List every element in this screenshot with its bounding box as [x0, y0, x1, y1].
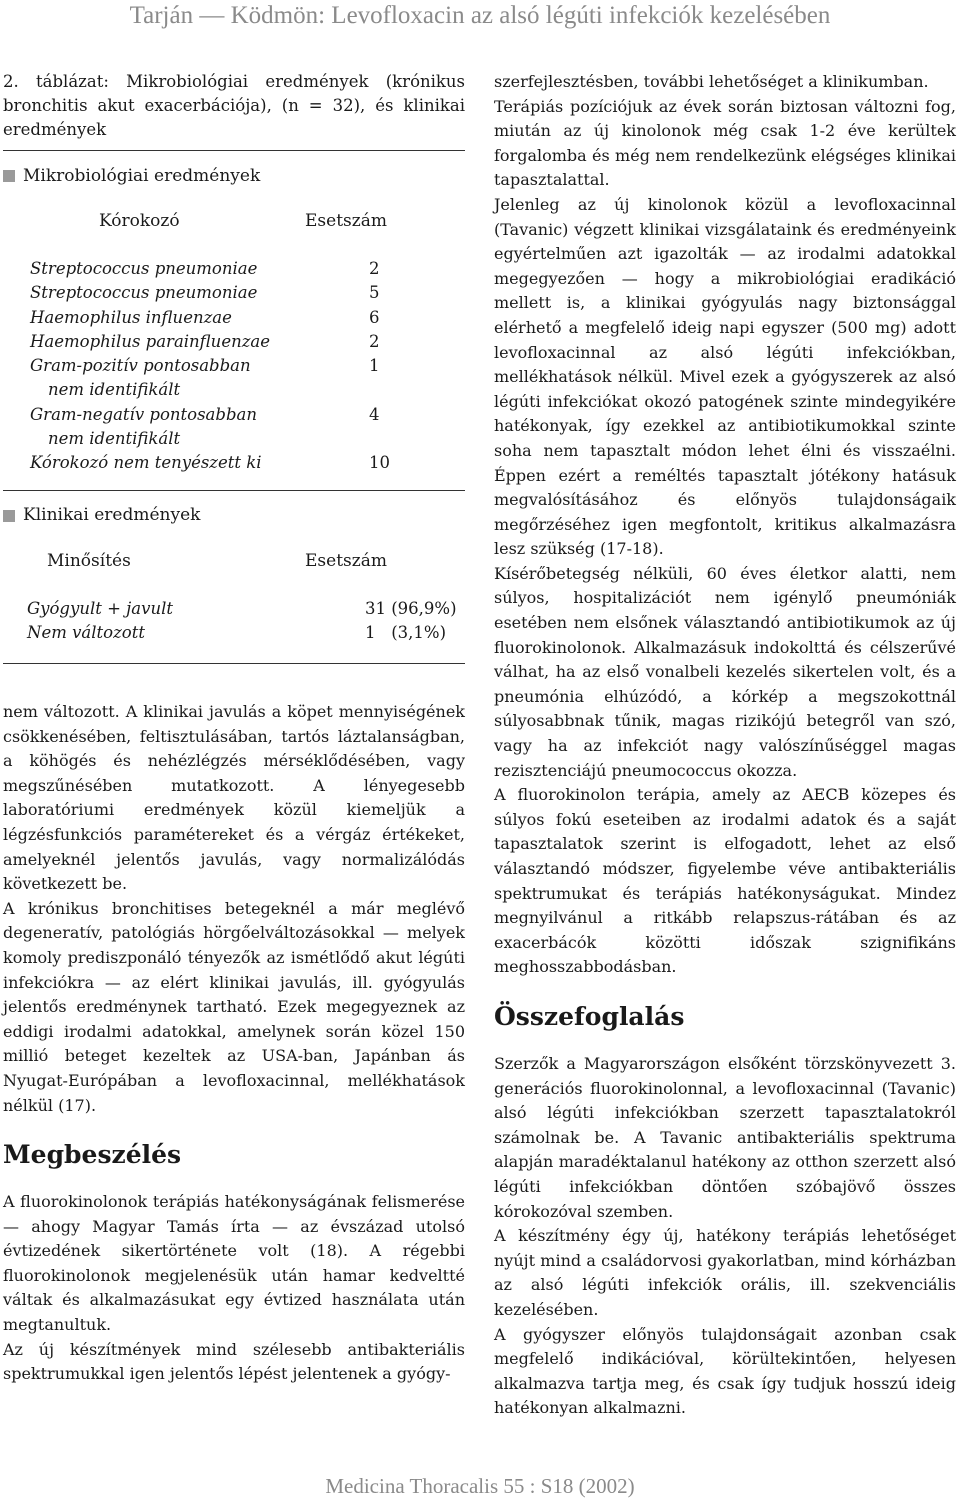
section-clinical: [3, 503, 465, 529]
left-column-text: [3, 700, 465, 1387]
table-row: Haemophilus parainfluenzae 2: [30, 331, 380, 351]
table-mid-rule: [3, 490, 465, 491]
column-header-cases: Esetszám: [305, 550, 387, 571]
paragraph: szerfejlesztésben, további lehetőséget a klinikumban.: [494, 72, 929, 91]
heading-discussion: Megbeszélés: [3, 1140, 182, 1170]
table-bottom-rule: [3, 663, 465, 664]
section-microbiology: [3, 163, 465, 189]
paragraph: A krónikus bronchitises betegeknél a már meglévő degeneratív, patológiás hörgőelváltozásokkal — melyek komoly prediszponáló tényezők az ismétlődő akut légúti infekciókra — az elért klinikai javulás, ill. gyógyulás jelentős eredménynek tartható. Ezek megegyeznek az eddigi irodalmi adatokkal, amelynek során közel 150 millió beteget kezeltek az USA-ban, Japánban ás Nyugat-Európában a levofloxacinnal, mellékhatások nélkül (17).: [3, 898, 465, 1115]
table-column-headers: [3, 209, 465, 235]
paragraph: Jelenleg az új kinolonok közül a levofloxacinnal (Tavanic) végzett klinikai vizsgálataink és eredményeink egyértelműen azt igazolták — az irodalmi adatokkal megegyezően — hogy a mikrobiológiai eradikáció mellett is, a klinikai gyógyulás nagy biztonsággal elérhető a megfelelő ideig napi egyszer (500 mg) adott levofloxacinnal az alsó légúti infekciókban, mellékhatások nélkül. Mivel ezek a gyógyszerek az alsó légúti infekciókat okozó patogének szinte mindegyikére hatékonyak, így ezekkel az antibiotikumokkal szinte soha nem tapasztalt módon lehet élni és visszaélni. Éppen ezért a reméltés tapasztalt jótékony hatásuk megvalósításához és előnyös tulajdonságaik megőrzéséhez igen megfontolt, kritikus alkalmazásra lesz szükség (17-18).: [494, 194, 956, 559]
table-body-microbiology: [3, 257, 465, 476]
bullet-square-icon: [3, 510, 15, 522]
table-body-clinical: [3, 597, 465, 646]
column-header-pathogen: Kórokozó: [99, 211, 180, 231]
table-row: Haemophilus influenzae 6: [30, 307, 380, 327]
table-top-rule: [3, 150, 465, 151]
column-header-rating: Minősítés: [47, 550, 131, 571]
paragraph: A fluorokinolonok terápiás hatékonyságának felismerése — ahogy Magyar Tamás írta — az évszázad utolsó évtizedének sikertörténete volt (18). A régebbi fluorokinolonok megjelenésük után hamar kedveltté váltak és alkalmazásukat egy évtized használata után megtanultuk.: [3, 1192, 465, 1335]
paragraph: nem változott. A klinikai javulás a köpet mennyiségének csökkenésében, feltisztulásában, tartós láztalanságban, a köhögés és nehézlégzés mérséklődésében, vagy megszűnésében mutatkozott. A lényegesebb laboratóriumi eredmények közül kiemeljük a légzésfunkciós paramétereket és a vérgáz értékeket, amelyeknél jelentős javulás, vagy normalizálódás következett be.: [3, 702, 465, 894]
bullet-square-icon: [3, 170, 15, 182]
heading-summary: Összefoglalás: [494, 1001, 685, 1031]
paragraph: A fluorokinolon terápia, amely az AECB közepes és súlyos fokú eseteiben az irodalmi adatok és a saját tapasztalatok szerint is elfogadott, lehet az első választandó módszer, figyelembe véve antibakteriális spektrumukat és terápiás hatékonyságukat. Mindez megnyilvánul a ritkább relapszus-rátában és az exacerbácók közötti időszak szignifikáns meghosszabbodásban.: [494, 785, 956, 977]
paragraph: A gyógyszer előnyös tulajdonságait azonban csak megfelelő indikációval, körültekintően, helyesen alkalmazva tartja meg, és csak így tudjuk hosszú ideig hatékonyan alkalmazni.: [494, 1324, 956, 1418]
running-footer: Medicina Thoracalis 55 : S18 (2002): [325, 1474, 635, 1498]
table-row: Gyógyult + javult 31 (96,9%): [27, 598, 457, 618]
paragraph: Az új készítmények mind szélesebb antibakteriális spektrumukkal igen jelentős lépést jelentenek a gyógy-: [3, 1339, 465, 1384]
table-row: Gram-negatív pontosabban nem identifikált 4: [30, 404, 380, 449]
table-row: Kórokozó nem tenyészett ki 10: [30, 453, 390, 473]
table-row: Streptococcus pneumoniae 5: [30, 283, 380, 303]
column-header-cases: Esetszám: [305, 211, 387, 231]
table-row: Gram-pozitív pontosabban nem identifikált 1: [30, 356, 380, 400]
paragraph: A készítmény égy új, hatékony terápiás lehetőséget nyújt mind a családorvosi gyakorlatban, mind kórházban az alsó légúti infekciók orális, ill. szekvenciális kezelésében.: [494, 1226, 956, 1319]
paragraph: Kísérőbetegség nélküli, 60 éves életkor alatti, nem súlyos, hospitalizációt nem igénylő pneumóniák esetében nem elsőnek választandó antibiotikumok az új fluorokinolonok. Alkalmazásuk indokolttá és célszerűvé válhat, ha az első vonalbeli kezelés sikertelen volt, és a pneumónia elhúzódó, a kórkép a megszokottnál súlyosabbnak tűnik, magas rizikójú betegről van szó, vagy ha az infekciót nagy valószínűséggel magas rezisztenciájú pneumococcus okozza.: [494, 563, 956, 780]
section-title: Klinikai eredmények: [23, 505, 201, 526]
section-title: Mikrobiológiai eredmények: [23, 165, 261, 186]
table-row: Nem változott 1 (3,1%): [27, 622, 447, 642]
paragraph: Szerzők a Magyarországon elsőként törzskönyvezett 3. generációs fluorokinolonnal, a levofloxacinnal (Tavanic) alsó légúti infekciókban szerzett tapasztalatokról számolnak be. A Tavanic antibakteriális spektruma alapján maradéktalanul hatékony az otthon szerzett alsó légúti infekciókban döntően szóbajövő összes kórokozóval szemben.: [494, 1053, 956, 1221]
paragraph: Terápiás pozíciójuk az évek során biztosan változni fog, miután az új kinolonok még csak 1-2 éve kerültek forgalomba és még nem rendelkezünk elégséges klinikai tapasztalattal.: [494, 96, 956, 190]
right-column-text: [494, 70, 956, 1421]
running-header: Tarján — Ködmön: Levofloxacin az alsó légúti infekciók kezelésében: [129, 2, 831, 29]
table-2: [3, 70, 465, 664]
table-row: Streptococcus pneumoniae 2: [30, 259, 380, 278]
table-caption: 2. táblázat: Mikrobiológiai eredmények (krónikus bronchitis akut exacerbációja), (n = 32), és klinikai eredmények: [3, 72, 465, 139]
table-column-headers: [3, 549, 465, 575]
